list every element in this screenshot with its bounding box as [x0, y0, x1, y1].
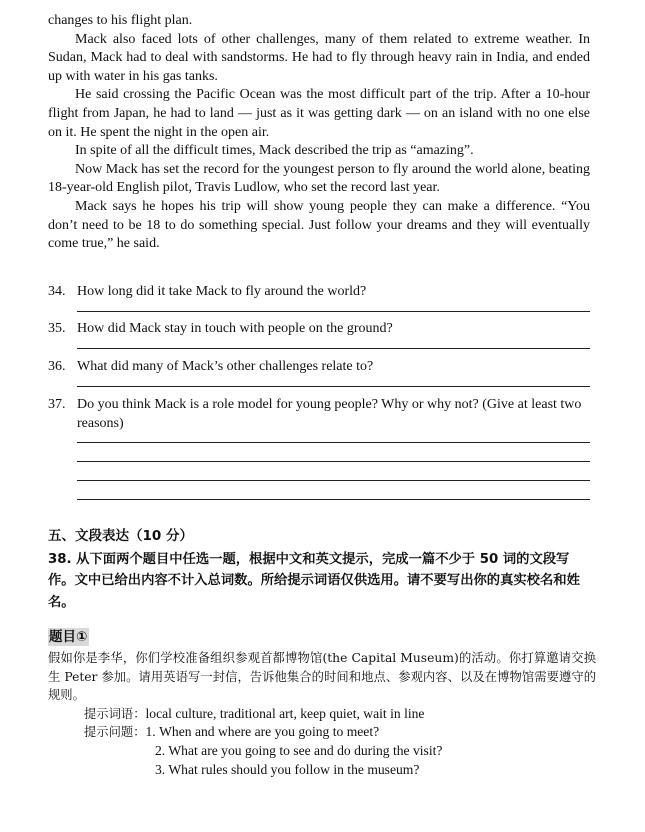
writing-section — [48, 526, 593, 613]
hint-question: 1. When and where are you going to meet? — [145, 724, 380, 740]
topic-heading: 题目① — [49, 629, 88, 645]
passage-paragraph: changes to his flight plan. — [48, 13, 193, 28]
question-number: 34. — [48, 284, 66, 299]
answer-line[interactable] — [77, 480, 590, 481]
hint-questions — [48, 723, 596, 742]
passage-paragraph: He said crossing the Pacific Ocean was the most difficult part of the trip. After a 10-hour flight from Japan, he had to land — just as it was getting dark — on an island with no one else on it. He spent the night in the open air. — [48, 87, 590, 140]
answer-line[interactable] — [77, 499, 590, 500]
passage-paragraph: Mack also faced lots of other challenges, many of them related to extreme weather. In Sudan, Mack had to deal with sandstorms. He had to fly through heavy rain in India, and ended up with water in his gas tanks. — [48, 31, 590, 84]
question-text: What did many of Mack’s other challenges relate to? — [77, 359, 374, 374]
question-36 — [48, 358, 590, 396]
question-35 — [48, 320, 590, 358]
hint-words-label: 提示词语： — [84, 706, 146, 721]
question-number: 36. — [48, 359, 66, 374]
passage-paragraph: Now Mack has set the record for the youngest person to fly around the world alone, beating 18-year-old English pilot, Travis Ludlow, who set the record last year. — [48, 161, 590, 196]
section-title: 五、文段表达（10 分） — [48, 528, 193, 544]
reading-passage — [48, 12, 590, 254]
answer-line[interactable] — [77, 386, 590, 387]
topic-one — [48, 628, 596, 779]
answer-line[interactable] — [77, 461, 590, 462]
passage-paragraph: In spite of all the difficult times, Mack described the trip as “amazing”. — [75, 143, 474, 159]
question-number: 37. — [48, 397, 66, 412]
question-text: How long did it take Mack to fly around the world? — [77, 284, 367, 299]
hint-questions-label: 提示问题： — [84, 725, 146, 740]
topic-hints — [48, 705, 596, 779]
question-text: Do you think Mack is a role model for young people? Why or why not? (Give at least two reasons) — [77, 397, 582, 431]
question-34 — [48, 283, 590, 320]
question-text: How did Mack stay in touch with people on the ground? — [77, 321, 393, 336]
answer-line[interactable] — [77, 348, 590, 349]
question-number: 35. — [48, 321, 66, 336]
hint-words — [48, 705, 596, 724]
answer-line[interactable] — [77, 311, 590, 312]
hint-question: 2. What are you going to see and do during the visit? — [155, 742, 443, 758]
question-37 — [48, 396, 590, 500]
hint-words-text: local culture, traditional art, keep quiet, wait in line — [145, 705, 425, 721]
hint-question: 3. What rules should you follow in the museum? — [155, 761, 420, 777]
passage-paragraph: Mack says he hopes his trip will show young people they can make a difference. “You don’t need to be 18 to do something special. Just follow your dreams and they will eventually come true,” he said. — [48, 198, 590, 252]
question-list — [48, 283, 590, 500]
section-instruction: 38. 从下面两个题目中任选一题，根据中文和英文提示，完成一篇不少于 50 词的文段写作。文中已给出内容不计入总词数。所给提示词语仅供选用。请不要写出你的真实校名和姓名。 — [48, 551, 580, 610]
answer-line[interactable] — [77, 442, 590, 443]
topic-intro: 假如你是李华，你们学校准备组织参观首都博物馆(the Capital Museum)的活动。你打算邀请交换生 Peter 参加。请用英语写一封信，告诉他集合的时间和地点、参观内容、以及在博物馆需要遵守的规则。 — [48, 651, 596, 703]
